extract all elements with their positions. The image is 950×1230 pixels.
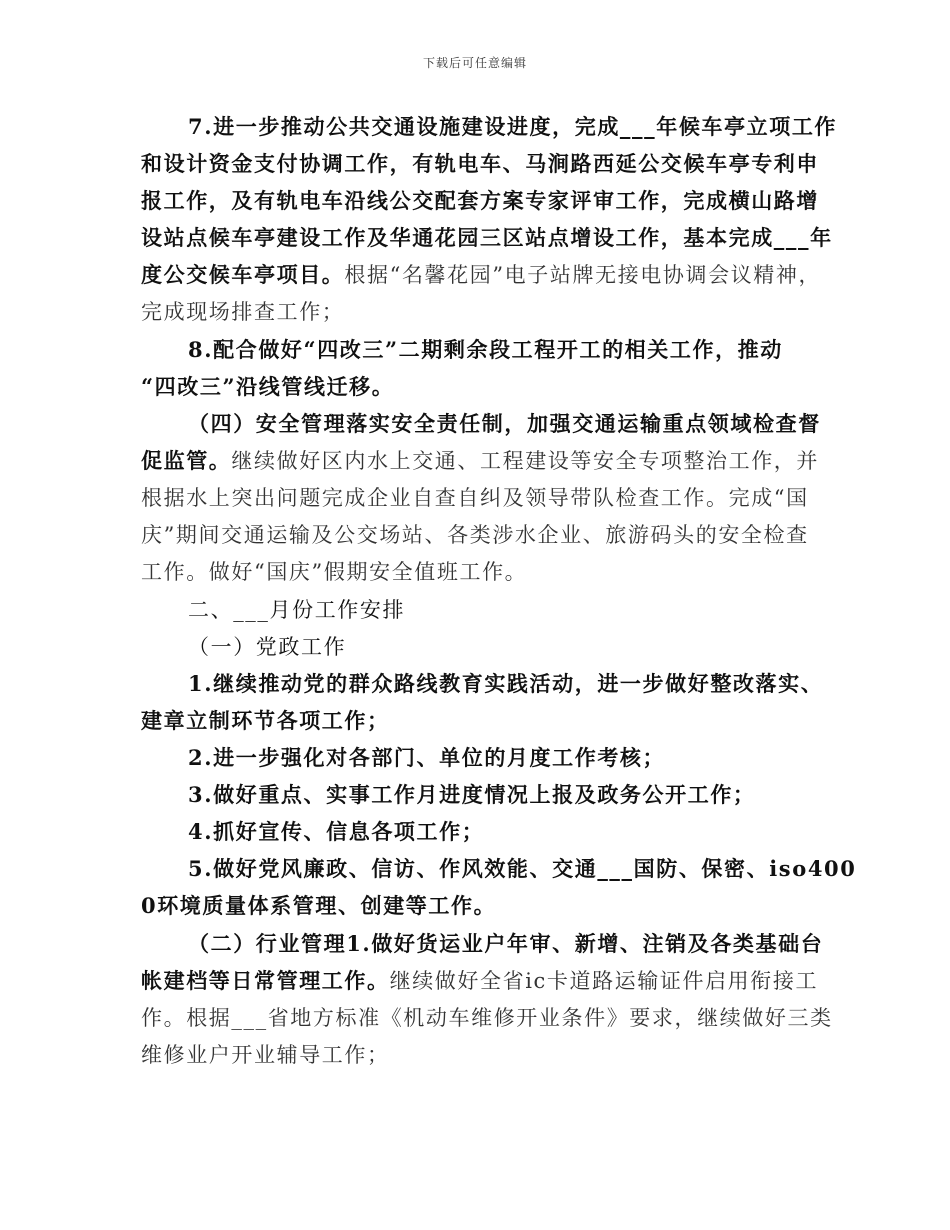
text-line: 5.做好党风廉政、信访、作风效能、交通___国防、保密、iso400 — [188, 856, 857, 881]
text-line: 2.进一步强化对各部门、单位的月度工作考核； — [188, 745, 666, 770]
text-line: 工作。做好“国庆”假期安全值班工作。 — [141, 560, 528, 584]
text-line: 作。根据___省地方标准《机动车维修开业条件》要求，继续做好三类 — [141, 1006, 833, 1030]
text-line: 促监管。继续做好区内水上交通、工程建设等安全专项整治工作，并 — [141, 448, 820, 473]
text-line: 帐建档等日常管理工作。继续做好全省ic卡道路运输证件启用衔接工 — [141, 968, 819, 993]
text-line: 完成现场排查工作； — [141, 300, 345, 324]
page-header: 下载后可任意编辑 — [422, 56, 527, 70]
text-line: 7.进一步推动公共交通设施建设进度，完成___年候车亭立项工作 — [188, 114, 838, 139]
subsection-heading: （一）党政工作 — [188, 635, 347, 659]
text-line: 庆”期间交通运输及公交场站、各类涉水企业、旅游码头的安全检查 — [141, 523, 809, 547]
text-line: 设站点候车亭建设工作及华通花园三区站点增设工作，基本完成___年 — [141, 225, 833, 250]
section-heading: 二、___月份工作安排 — [188, 598, 406, 622]
text-line: 3.做好重点、实事工作月进度情况上报及政务公开工作； — [188, 782, 756, 807]
text-line: 4.抓好宣传、信息各项工作； — [188, 819, 485, 844]
text-line: 和设计资金支付协调工作，有轨电车、马涧路西延公交候车亭专利申 — [141, 151, 819, 176]
text-line: 报工作，及有轨电车沿线公交配套方案专家评审工作，完成横山路增 — [141, 188, 819, 213]
text-line: 根据水上突出问题完成企业自查自纠及领导带队检查工作。完成“国 — [141, 486, 809, 510]
text-line: （二）行业管理1.做好货运业户年审、新增、注销及各类基础台 — [188, 931, 824, 956]
text-line: 度公交候车亭项目。根据“名馨花园”电子站牌无接电协调会议精神， — [141, 262, 822, 287]
text-line: 维修业户开业辅导工作； — [141, 1043, 390, 1067]
text-line: “四改三”沿线管线迁移。 — [141, 374, 395, 399]
text-line: （四）安全管理落实安全责任制，加强交通运输重点领域检查督 — [188, 411, 821, 436]
text-line: 0环境质量体系管理、创建等工作。 — [141, 893, 497, 918]
text-line: 1.继续推动党的群众路线教育实践活动，进一步做好整改落实、 — [188, 671, 824, 696]
text-line: 建章立制环节各项工作； — [141, 708, 390, 733]
text-line: 8.配合做好“四改三”二期剩余段工程开工的相关工作，推动 — [188, 337, 783, 362]
